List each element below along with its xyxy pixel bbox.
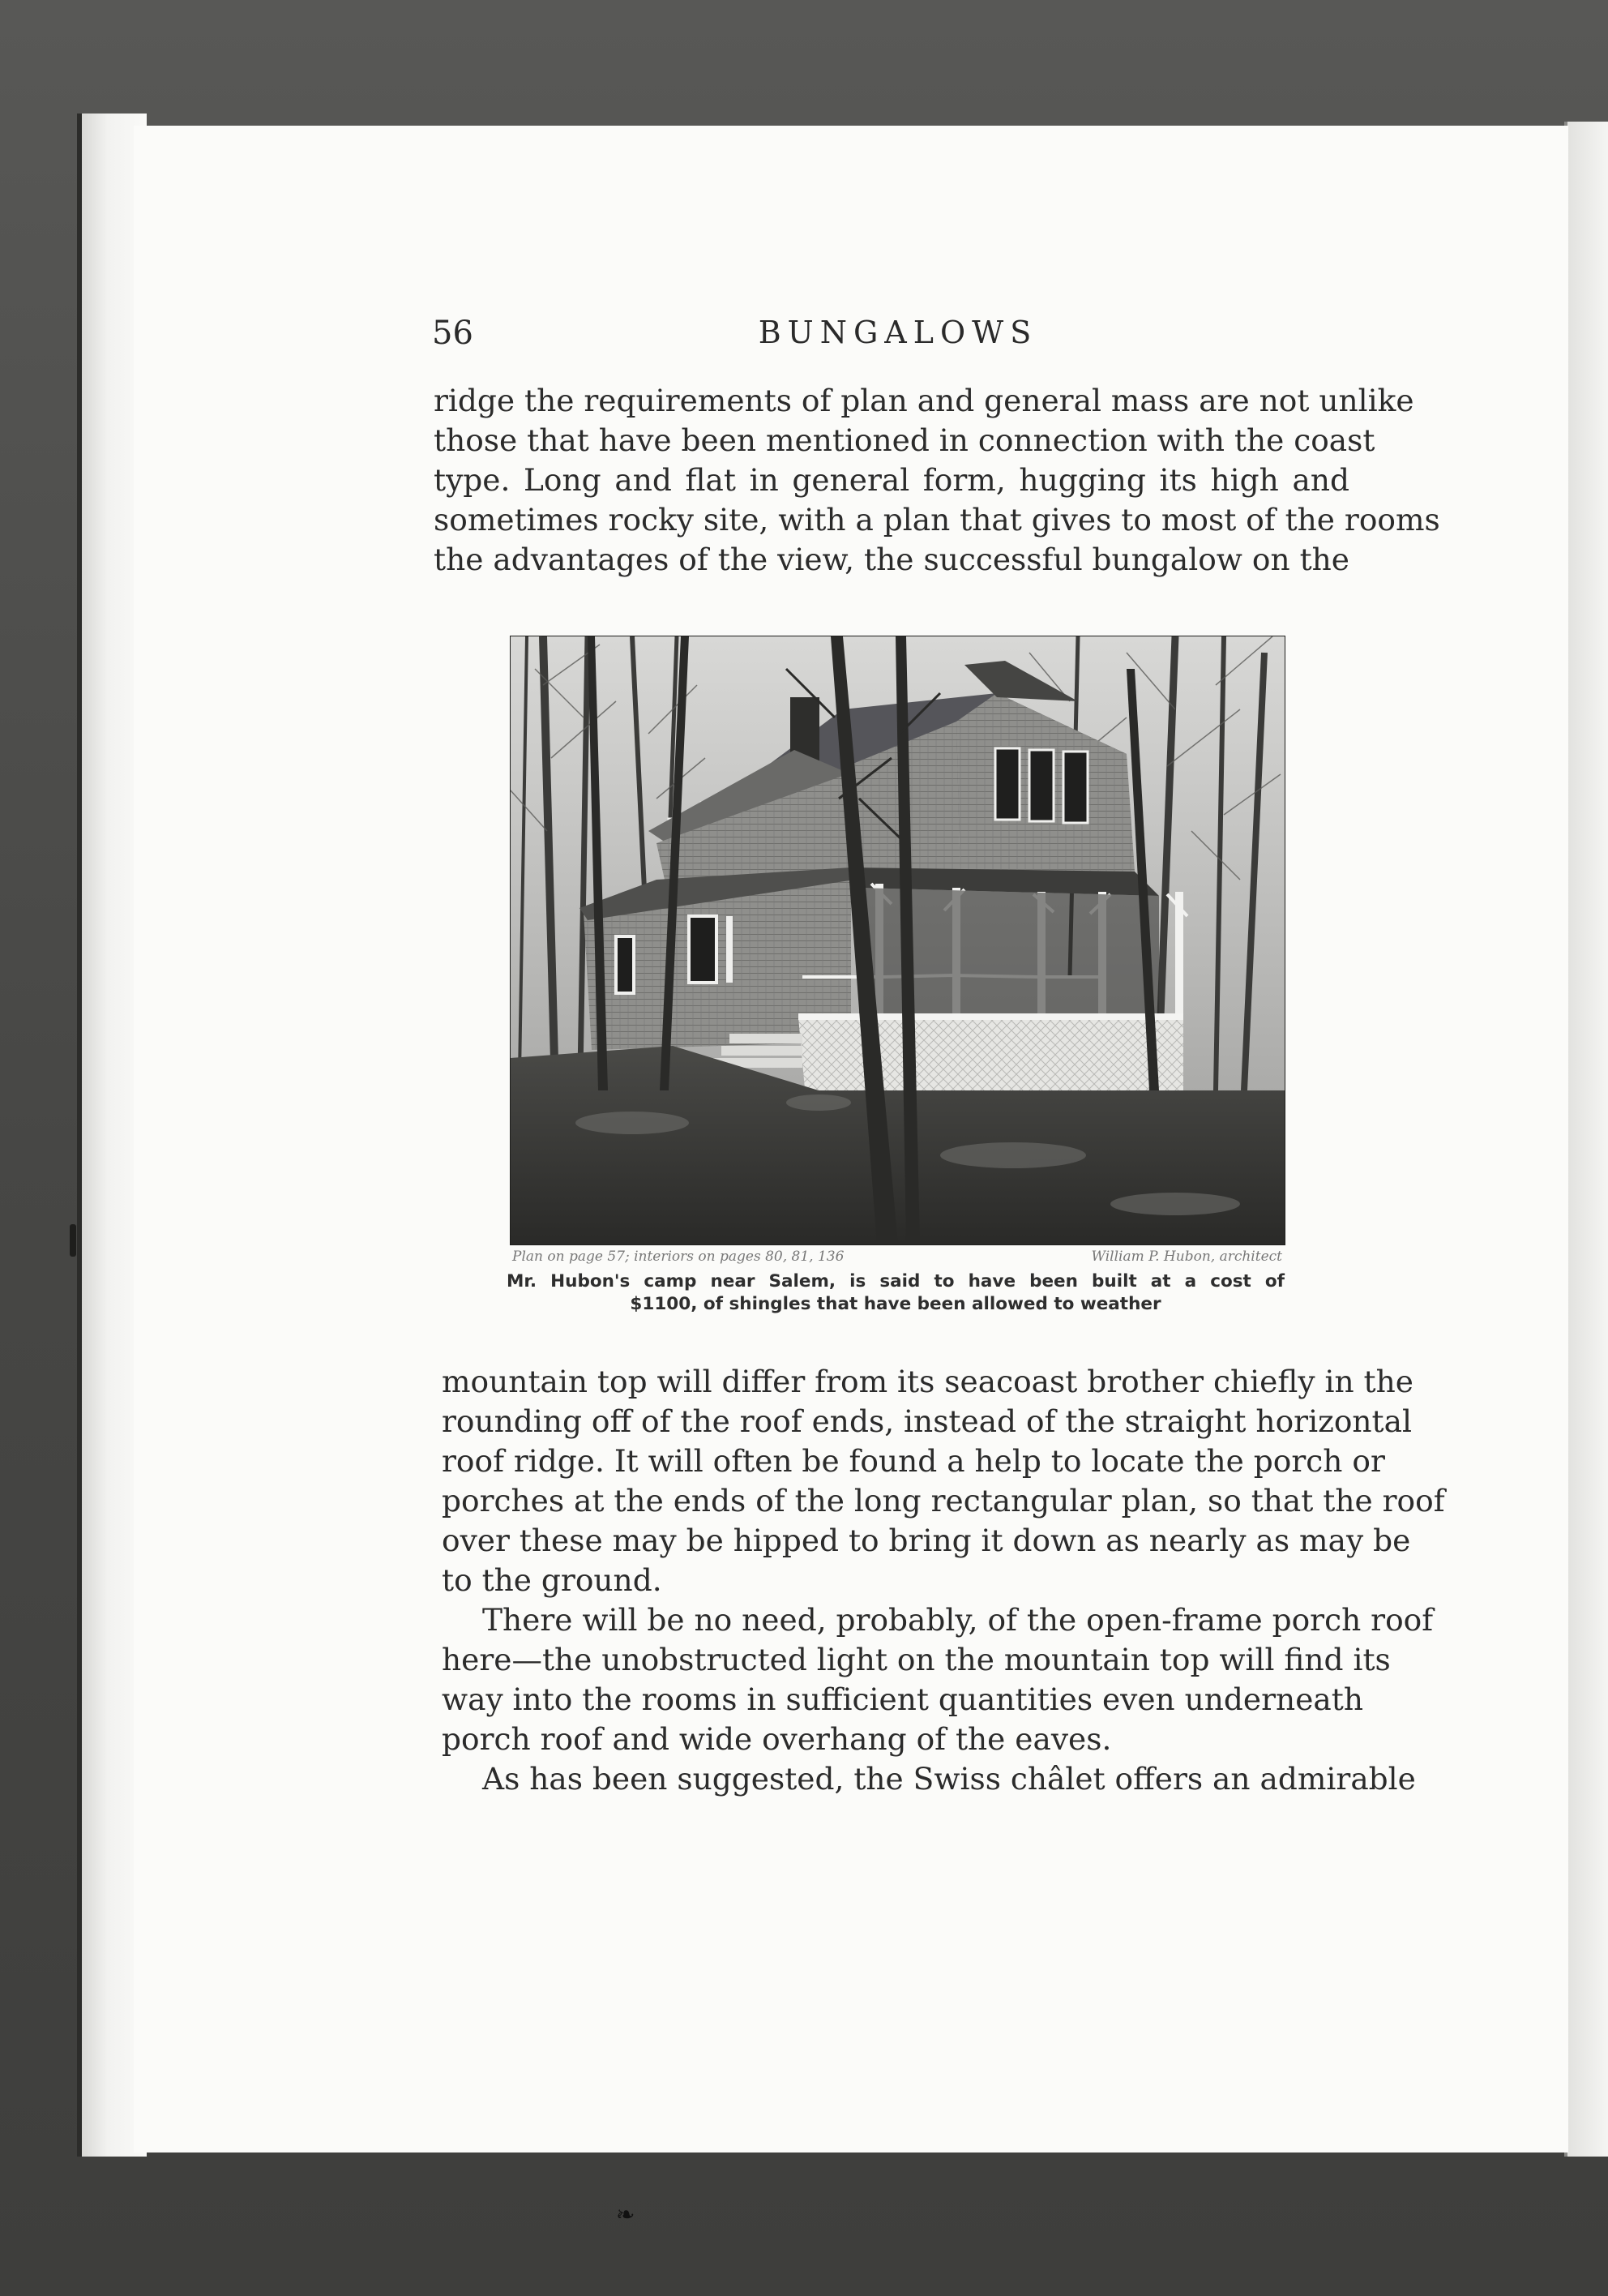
caption-line: $1100, of shingles that have been allowed to weather <box>630 1294 1161 1314</box>
text-line: here—the unobstructed light on the mountain top will find its <box>442 1642 1391 1677</box>
running-title: BUNGALOWS <box>758 315 1038 350</box>
photo-illustration <box>511 636 1285 1244</box>
text-line: mountain top will differ from its seacoast brother chiefly in the <box>442 1364 1413 1399</box>
text-line: roof ridge. It will often be found a help to locate the porch or <box>442 1443 1385 1479</box>
photo-caption <box>507 1270 1285 1316</box>
text-line: As has been suggested, the Swiss châlet offers an admirable <box>482 1761 1416 1797</box>
bungalow-photograph <box>511 636 1285 1244</box>
page-number: 56 <box>432 315 473 352</box>
credit-architect: William P. Hubon, architect <box>1091 1249 1282 1265</box>
running-head <box>432 315 1352 363</box>
scan-blemish: ❧ <box>616 2201 635 2228</box>
credit-plan-reference: Plan on page 57; interiors on pages 80, 81, 136 <box>512 1249 845 1265</box>
text-line: over these may be hipped to bring it down as nearly as may be <box>442 1523 1411 1558</box>
body-text-top <box>434 381 1440 580</box>
text-line: There will be no need, probably, of the open-frame porch roof <box>482 1602 1434 1638</box>
text-line: rounding off of the roof ends, instead of the straight horizontal <box>442 1403 1412 1439</box>
text-line: porch roof and wide overhang of the eaves. <box>442 1721 1112 1757</box>
text-line: the advantages of the view, the successful bungalow on the <box>434 542 1349 577</box>
text-line: ridge the requirements of plan and general mass are not unlike <box>434 383 1414 418</box>
text-line: type. Long and flat in general form, hugging its high and <box>434 462 1349 498</box>
book-page-edges-right <box>1564 122 1608 2157</box>
text-line: to the ground. <box>442 1562 662 1598</box>
photo-credit-line <box>512 1249 1282 1271</box>
text-line: way into the rooms in sufficient quantities even underneath <box>442 1681 1363 1717</box>
text-line: porches at the ends of the long rectangular plan, so that the roof <box>442 1483 1445 1519</box>
text-line: sometimes rocky site, with a plan that gives to most of the rooms <box>434 502 1440 538</box>
spine-mark <box>70 1224 76 1257</box>
text-line: those that have been mentioned in connection with the coast <box>434 422 1375 458</box>
caption-line: Mr. Hubon's camp near Salem, is said to have been built at a cost of <box>507 1271 1285 1292</box>
body-text-bottom <box>442 1362 1445 1799</box>
